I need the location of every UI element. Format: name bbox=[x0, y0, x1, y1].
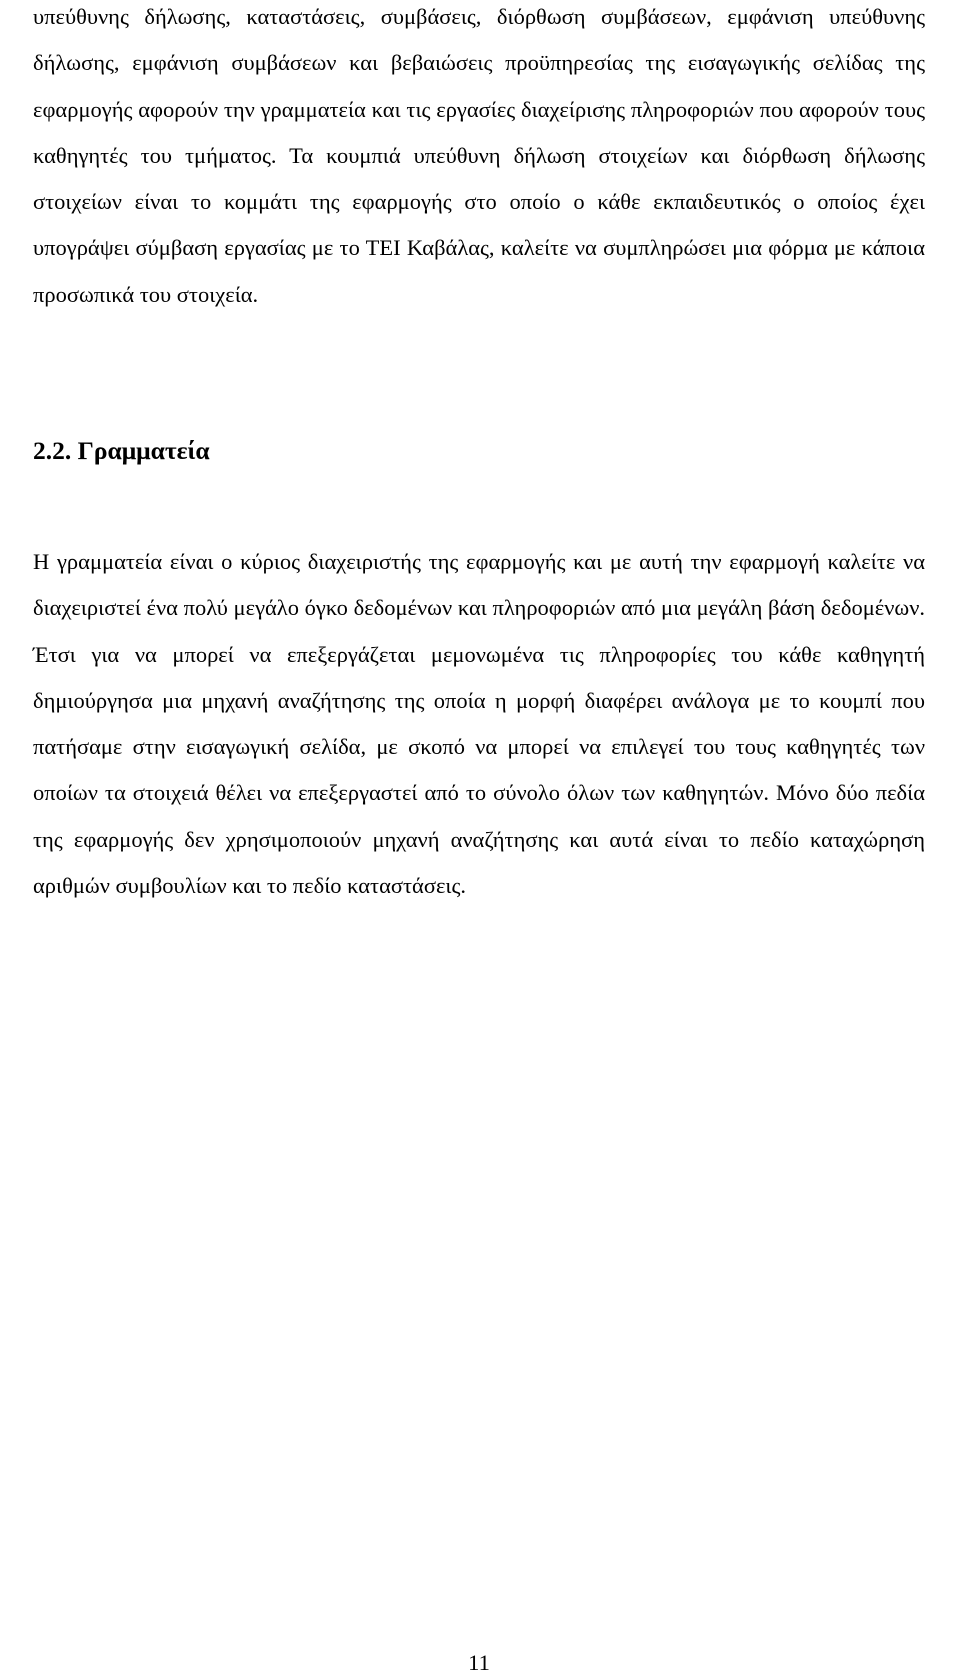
body-paragraph-secretariat: Η γραμματεία είναι ο κύριος διαχειριστής της εφαρμογής και με αυτή την εφαρμογή καλείτε να διαχειριστεί ένα πολύ μεγάλο όγκο δεδομένων και πληροφοριών από μια μεγάλη βάση δεδομένων. Έτσι για να μπορεί να επεξεργάζεται μεμονωμένα τις πληροφορίες του κάθε καθηγητή δημιούργησα μια μηχανή αναζήτησης της οποία η μορφή διαφέρει ανάλογα με το κουμπί που πατήσαμε στην εισαγωγική σελίδα, με σκοπό να μπορεί να επιλεγεί του τους καθηγητές των οποίων τα στοιχειά θέλει να επεξεργαστεί από το σύνολο όλων των καθηγητών. Μόνο δύο πεδία της εφαρμογής δεν χρησιμοποιούν μηχανή αναζήτησης και αυτά είναι το πεδίο καταχώρηση αριθμών συμβουλίων και το πεδίο καταστάσεις. bbox=[33, 549, 925, 899]
section-heading: 2.2. Γραμματεία bbox=[33, 436, 210, 465]
body-paragraph-intro: υπεύθυνης δήλωσης, καταστάσεις, συμβάσεις, διόρθωση συμβάσεων, εμφάνιση υπεύθυνης δήλωσης, εμφάνιση συμβάσεων και βεβαιώσεις προϋπηρεσίας της εισαγωγικής σελίδας της εφαρμογής αφορούν την γραμματεία και τις εργασίες διαχείρισης πληροφοριών που αφορούν τους καθηγητές του τμήματος. Τα κουμπιά υπεύθυνη δήλωση στοιχείων και διόρθωση δήλωσης στοιχείων είναι το κομμάτι της εφαρμογής στο οποίο ο κάθε εκπαιδευτικός ο οποίος έχει υπογράψει σύμβαση εργασίας με το ΤΕΙ Καβάλας, καλείτε να συμπληρώσει μια φόρμα με κάποια προσωπικά του στοιχεία. bbox=[33, 4, 925, 307]
page-number: 11 bbox=[468, 1650, 490, 1675]
document-page bbox=[33, 0, 925, 1678]
